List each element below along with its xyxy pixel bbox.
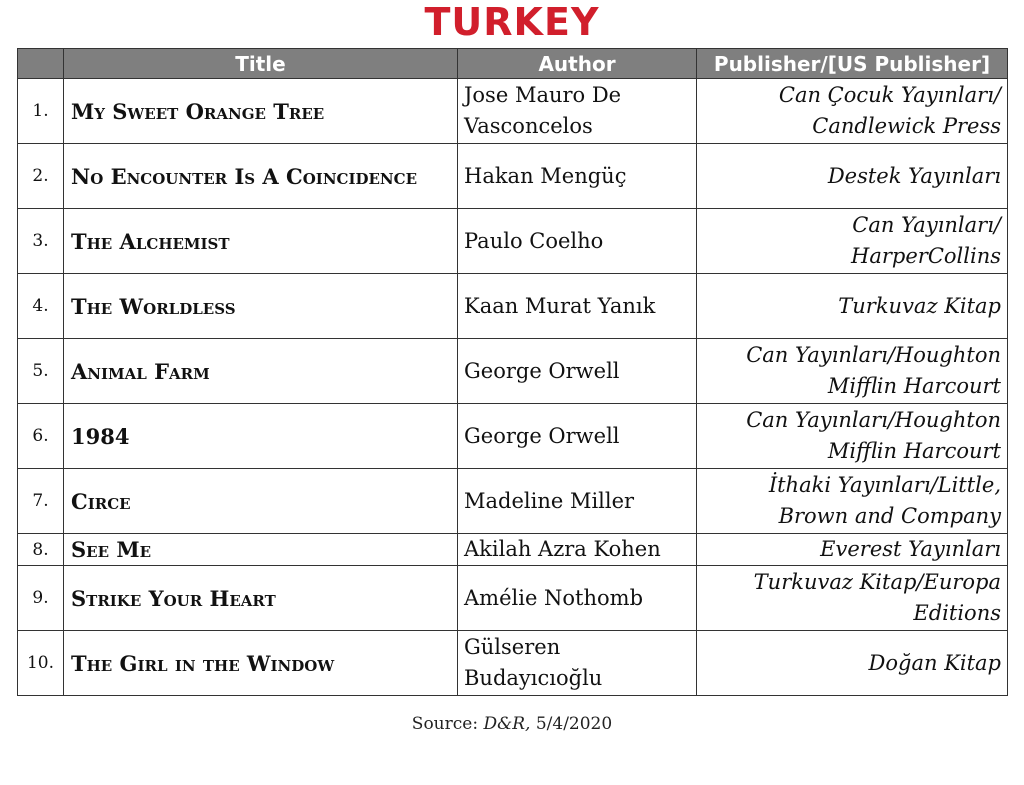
table-row [18,469,1008,534]
author-cell: Jose Mauro De Vasconcelos [458,79,697,144]
title-cell: Strike Your Heart [64,566,458,631]
table-row [18,534,1008,566]
title-cell: Animal Farm [64,339,458,404]
rank-cell: 1. [18,79,64,144]
title-cell: The Alchemist [64,209,458,274]
author-column-header: Author [458,49,697,79]
source-date: 5/4/2020 [530,714,613,734]
title-cell: My Sweet Orange Tree [64,79,458,144]
author-cell: George Orwell [458,339,697,404]
table-header-row [18,49,1008,79]
bestseller-table [17,48,1008,696]
publisher-cell: Can Yayınları/ HarperCollins [697,209,1008,274]
rank-cell: 2. [18,144,64,209]
publisher-cell: Turkuvaz Kitap [697,274,1008,339]
author-cell: Gülseren Budayıcıoğlu [458,631,697,696]
table-row [18,404,1008,469]
rank-cell: 3. [18,209,64,274]
rank-column-header [18,49,64,79]
author-cell: Hakan Mengüç [458,144,697,209]
title-cell: See Me [64,534,458,566]
title-column-header: Title [64,49,458,79]
table-row [18,274,1008,339]
publisher-column-header: Publisher/[US Publisher] [697,49,1008,79]
publisher-cell: Turkuvaz Kitap/Europa Editions [697,566,1008,631]
source-note [0,714,1024,734]
table-row [18,79,1008,144]
page-title: TURKEY [424,0,600,44]
table-row [18,209,1008,274]
publisher-cell: Can Yayınları/Houghton Mifflin Harcourt [697,404,1008,469]
author-cell: Amélie Nothomb [458,566,697,631]
publisher-cell: Can Çocuk Yayınları/ Candlewick Press [697,79,1008,144]
title-cell: Circe [64,469,458,534]
table-row [18,144,1008,209]
source-label: Source: [411,714,484,734]
table-row [18,339,1008,404]
title-cell: 1984 [64,404,458,469]
author-cell: Paulo Coelho [458,209,697,274]
rank-cell: 5. [18,339,64,404]
title-cell: The Girl in the Window [64,631,458,696]
publisher-cell: Doğan Kitap [697,631,1008,696]
publisher-cell: Destek Yayınları [697,144,1008,209]
rank-cell: 8. [18,534,64,566]
rank-cell: 9. [18,566,64,631]
table-row [18,566,1008,631]
rank-cell: 7. [18,469,64,534]
publisher-cell: Everest Yayınları [697,534,1008,566]
title-cell: The Worldless [64,274,458,339]
table-row [18,631,1008,696]
rank-cell: 4. [18,274,64,339]
author-cell: Madeline Miller [458,469,697,534]
rank-cell: 6. [18,404,64,469]
title-cell: No Encounter Is A Coincidence [64,144,458,209]
author-cell: Kaan Murat Yanık [458,274,697,339]
rank-cell: 10. [18,631,64,696]
publisher-cell: İthaki Yayınları/Little, Brown and Company [697,469,1008,534]
publisher-cell: Can Yayınları/Houghton Mifflin Harcourt [697,339,1008,404]
author-cell: George Orwell [458,404,697,469]
author-cell: Akilah Azra Kohen [458,534,697,566]
source-name: D&R, [483,714,531,734]
